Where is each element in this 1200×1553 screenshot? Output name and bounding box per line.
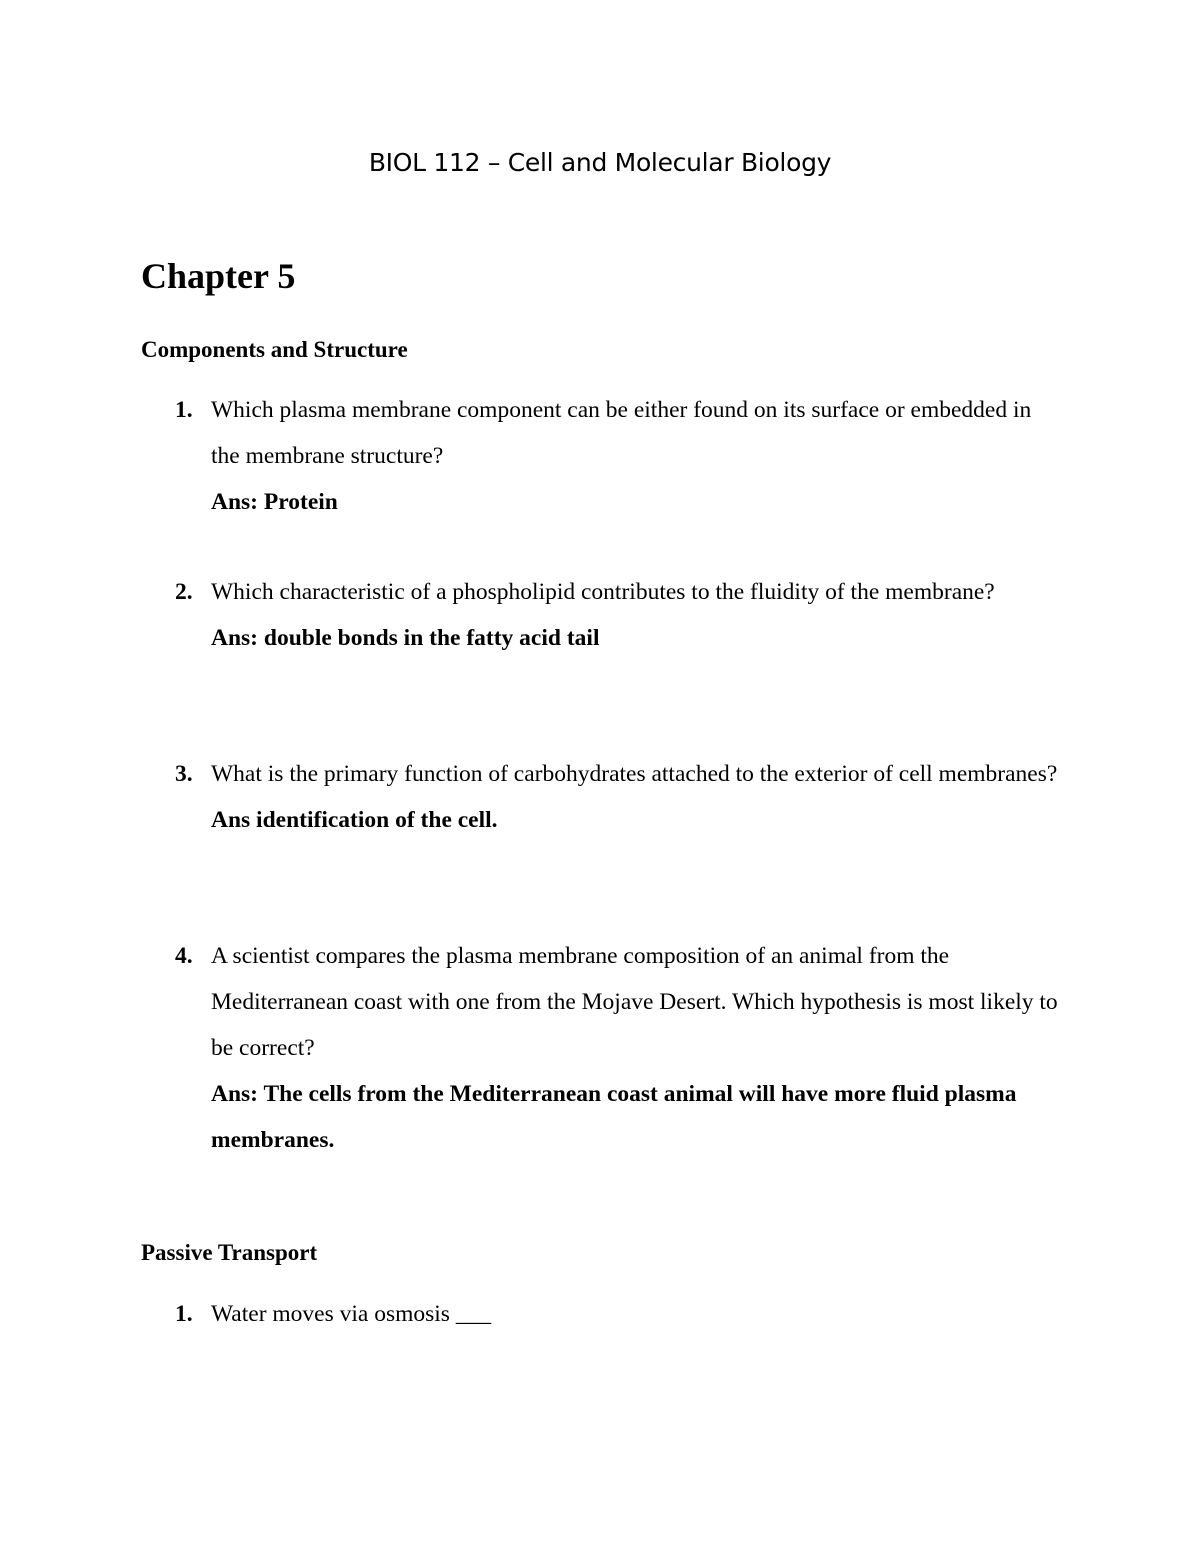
question-number: 4. bbox=[175, 943, 193, 969]
question-text: Which characteristic of a phospholipid contributes to the fluidity of the membrane? bbox=[211, 579, 995, 605]
question-body bbox=[211, 569, 1061, 661]
answer-text: Ans: Protein bbox=[211, 489, 338, 515]
chapter-heading: Chapter 5 bbox=[141, 256, 296, 296]
answer-text: Ans: The cells from the Mediterranean coast animal will have more fluid plasma membranes. bbox=[211, 1081, 1017, 1153]
question-text: Water moves via osmosis ___ bbox=[211, 1301, 492, 1327]
answer-text: Ans identification of the cell. bbox=[211, 807, 498, 833]
document-title: BIOL 112 – Cell and Molecular Biology bbox=[368, 148, 832, 177]
question-body bbox=[211, 387, 1061, 525]
question-number: 1. bbox=[175, 397, 193, 423]
question-body bbox=[211, 1291, 1061, 1337]
question-number: 3. bbox=[175, 761, 193, 787]
question-body bbox=[211, 933, 1061, 1163]
question-number: 2. bbox=[175, 579, 193, 605]
question-text: What is the primary function of carbohydrates attached to the exterior of cell membranes? bbox=[211, 761, 1058, 787]
question-text: Which plasma membrane component can be either found on its surface or embedded in the membrane structure? bbox=[211, 397, 1032, 469]
section-heading-passive-transport: Passive Transport bbox=[141, 1240, 318, 1265]
section-heading-components: Components and Structure bbox=[141, 337, 408, 362]
answer-text: Ans: double bonds in the fatty acid tail bbox=[211, 625, 600, 651]
question-text: A scientist compares the plasma membrane composition of an animal from the Mediterranean coast with one from the Mojave Desert. Which hypothesis is most likely to be correct? bbox=[211, 943, 1058, 1061]
question-number: 1. bbox=[175, 1301, 193, 1327]
question-body bbox=[211, 751, 1061, 843]
